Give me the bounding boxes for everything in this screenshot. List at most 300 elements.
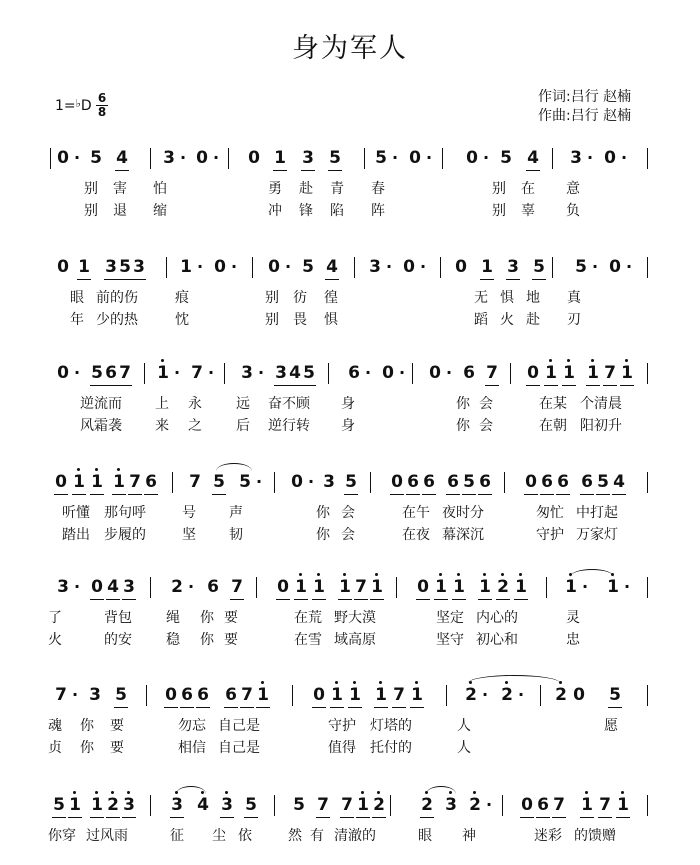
note	[524, 148, 542, 168]
lyric-verse-1: 在某	[539, 396, 567, 412]
note-digit: ·	[179, 148, 187, 167]
note-digit: 3	[123, 795, 135, 815]
lyric-verse-1: 匆忙	[536, 505, 564, 521]
duration-dot	[70, 148, 84, 168]
note-digit: 2	[469, 795, 481, 815]
eighth-underline	[520, 817, 534, 818]
eighth-underline	[544, 385, 558, 386]
barline	[647, 577, 648, 598]
note	[512, 577, 530, 597]
note-digit: ·	[586, 148, 594, 167]
note-digit: 2	[555, 685, 567, 705]
note-digit: 0	[403, 257, 415, 277]
eighth-underline	[112, 494, 126, 495]
high-octave-dot	[625, 359, 628, 362]
note-digit: ·	[255, 472, 263, 491]
lyric-verse-2: 贞	[48, 740, 62, 756]
lyric-verse-1: 灯塔的	[370, 718, 412, 734]
note	[70, 472, 88, 492]
note-digit: 3	[275, 363, 287, 383]
note-digit: 7	[189, 472, 201, 492]
eighth-underline	[370, 599, 384, 600]
time-signature	[95, 92, 109, 119]
barline	[510, 363, 511, 384]
eighth-underline	[524, 494, 538, 495]
lyric-verse-2: 少的热	[96, 312, 138, 328]
eighth-underline	[354, 599, 368, 600]
note-digit: 7	[191, 363, 203, 383]
note	[578, 795, 596, 815]
eighth-underline	[344, 494, 358, 495]
note	[254, 685, 272, 705]
note-digit: 0	[455, 257, 467, 277]
note	[218, 795, 236, 815]
lyric-verse-1: 意	[566, 181, 580, 197]
note-digit: ·	[187, 577, 195, 596]
note-digit: 5	[597, 472, 609, 492]
eighth-underline	[374, 707, 388, 708]
note-digit: 0	[525, 472, 537, 492]
lyric-verse-1: 上	[155, 396, 169, 412]
note-digit: 3	[323, 472, 335, 492]
note-digit: 1	[563, 363, 575, 383]
note-digit: 0	[196, 148, 208, 168]
note-digit: 1	[411, 685, 423, 705]
lyric-verse-1: 神	[462, 828, 476, 844]
note-digit: 1	[113, 472, 125, 492]
lyric-verse-1: 背包	[104, 610, 132, 626]
eighth-underline	[478, 599, 492, 600]
note	[452, 257, 470, 277]
slur-arc	[426, 786, 456, 794]
note-digit: ·	[391, 148, 399, 167]
note	[414, 577, 432, 597]
lyric-verse-2: 阵	[371, 203, 385, 219]
eighth-underline	[90, 385, 104, 386]
note-digit: 0	[57, 257, 69, 277]
barline	[172, 472, 173, 493]
note-digit: 3	[570, 148, 582, 168]
eighth-underline	[54, 494, 68, 495]
lyric-verse-2: 赴	[526, 312, 540, 328]
duration-dot	[176, 148, 190, 168]
note-digit: ·	[419, 257, 427, 276]
note-digit: 1	[621, 363, 633, 383]
note-digit: 5	[575, 257, 587, 277]
eighth-underline	[446, 494, 460, 495]
lyric-verse-1: 你	[200, 610, 214, 626]
lyric-verse-1: 远	[236, 396, 250, 412]
note-digit: 5	[533, 257, 545, 277]
note	[550, 795, 568, 815]
note-digit: 0	[382, 363, 394, 383]
note	[87, 148, 105, 168]
lyric-verse-2: 惧	[324, 312, 338, 328]
eighth-underline	[115, 170, 129, 171]
note-digit: 3	[163, 148, 175, 168]
note	[596, 795, 614, 815]
composer-credit: 作曲:吕行 赵楠	[538, 108, 632, 124]
note	[552, 685, 570, 705]
lyric-verse-1: 逆流而	[80, 396, 122, 412]
lyric-verse-2: 火	[500, 312, 514, 328]
note	[408, 685, 426, 705]
note-digit: 3	[133, 257, 145, 277]
lyric-verse-2: 来	[155, 418, 169, 434]
note-digit: 3	[507, 257, 519, 277]
note-digit: 0	[268, 257, 280, 277]
note	[300, 363, 318, 383]
barline	[552, 257, 553, 278]
note	[476, 472, 494, 492]
note-digit: 5	[90, 148, 102, 168]
barline	[647, 472, 648, 493]
note	[54, 257, 72, 277]
eighth-underline	[104, 279, 118, 280]
eighth-underline	[294, 599, 308, 600]
high-octave-dot	[335, 681, 338, 684]
eighth-underline	[122, 599, 136, 600]
eighth-underline	[170, 817, 184, 818]
eighth-underline	[316, 817, 330, 818]
lyric-verse-2: 托付的	[370, 740, 412, 756]
eighth-underline	[330, 707, 344, 708]
lyric-verse-1: 要	[224, 610, 238, 626]
eighth-underline	[164, 707, 178, 708]
duration-dot	[70, 577, 84, 597]
barline	[274, 472, 275, 493]
lyric-verse-1: 灵	[566, 610, 580, 626]
lyric-verse-2: 初心和	[476, 632, 518, 648]
lyric-verse-2: 万家灯	[576, 527, 618, 543]
lyric-verse-1: 眼	[418, 828, 432, 844]
note-digit: 1	[479, 577, 491, 597]
duration-dot	[617, 148, 631, 168]
note-digit: ·	[625, 257, 633, 276]
high-octave-dot	[439, 573, 442, 576]
lyric-verse-1: 那句呼	[104, 505, 146, 521]
eighth-underline	[586, 385, 600, 386]
note	[326, 148, 344, 168]
note-digit: 1	[587, 363, 599, 383]
note-digit: 3	[57, 577, 69, 597]
lyric-verse-2: 踏出	[62, 527, 90, 543]
barline	[354, 257, 355, 278]
note	[113, 148, 131, 168]
note-digit: 2	[107, 795, 119, 815]
duration-dot	[416, 257, 430, 277]
note	[86, 685, 104, 705]
note-digit: 4	[527, 148, 539, 168]
note-digit: 5	[345, 472, 357, 492]
lyric-verse-2: 忱	[175, 312, 189, 328]
barline	[150, 795, 151, 816]
eighth-underline	[276, 599, 290, 600]
note-digit: 7	[604, 363, 616, 383]
note-digit: 7	[599, 795, 611, 815]
eighth-underline	[596, 494, 610, 495]
note-digit: ·	[517, 685, 525, 704]
high-octave-dot	[567, 359, 570, 362]
note	[584, 363, 602, 383]
note	[530, 257, 548, 277]
eighth-underline	[372, 817, 386, 818]
eighth-underline	[485, 385, 499, 386]
note-digit: 0	[521, 795, 533, 815]
eighth-underline	[122, 817, 136, 818]
lyric-verse-2: 负	[566, 203, 580, 219]
lyric-verse-2: 刃	[567, 312, 581, 328]
eighth-underline	[452, 599, 466, 600]
lyric-verse-1: 愿	[604, 718, 618, 734]
note-digit: 0	[57, 363, 69, 383]
eighth-underline	[106, 599, 120, 600]
note-digit: ·	[230, 257, 238, 276]
note-digit: 0	[409, 148, 421, 168]
note-digit: 0	[313, 685, 325, 705]
note-digit: 0	[277, 577, 289, 597]
flat-symbol: ♭	[75, 97, 81, 110]
lyric-verse-1: 要	[110, 718, 124, 734]
lyric-verse-1: 坚定	[436, 610, 464, 626]
lyric-verse-1: 地	[526, 290, 540, 306]
barline	[292, 685, 293, 706]
high-octave-dot	[379, 681, 382, 684]
note-digit: 1	[435, 577, 447, 597]
barline	[166, 257, 167, 278]
note-digit: 2	[497, 577, 509, 597]
lyric-verse-1: 中打起	[576, 505, 618, 521]
note	[476, 577, 494, 597]
note-digit: 1	[607, 577, 619, 597]
lyric-verse-2: 坚守	[436, 632, 464, 648]
eighth-underline	[72, 494, 86, 495]
note-digit: 2	[501, 685, 513, 705]
note	[554, 472, 572, 492]
barline	[252, 257, 253, 278]
eighth-underline	[562, 385, 576, 386]
lyric-verse-1: 声	[229, 505, 243, 521]
high-octave-dot	[501, 573, 504, 576]
note-digit: ·	[425, 148, 433, 167]
note	[168, 795, 186, 815]
lyric-verse-2: 缩	[153, 203, 167, 219]
lyric-verse-2: 自己是	[218, 740, 260, 756]
note-digit: 1	[481, 257, 493, 277]
note	[66, 795, 84, 815]
lyric-verse-2: 别	[84, 203, 98, 219]
lyric-verse-1: 你	[80, 718, 94, 734]
high-octave-dot	[343, 573, 346, 576]
note	[390, 685, 408, 705]
eighth-underline	[68, 817, 82, 818]
eighth-underline	[526, 170, 540, 171]
lyric-verse-1: 别	[492, 181, 506, 197]
eighth-underline	[478, 494, 492, 495]
note-digit: 5	[91, 363, 103, 383]
lyric-verse-2: 在雪	[294, 632, 322, 648]
note-digit: 5	[329, 148, 341, 168]
note-digit: 6	[105, 363, 117, 383]
lyric-verse-1: 真	[567, 290, 581, 306]
note-digit: 7	[393, 685, 405, 705]
note	[342, 472, 360, 492]
note-digit: 0	[248, 148, 260, 168]
note-digit: ·	[591, 257, 599, 276]
note-digit: 0	[609, 257, 621, 277]
note	[432, 577, 450, 597]
barline	[546, 577, 547, 598]
note-digit: 0	[573, 685, 585, 705]
lyric-verse-1: 身	[341, 396, 355, 412]
lyric-verse-2: 忠	[566, 632, 580, 648]
barline	[647, 795, 648, 816]
note-digit: 7	[119, 363, 131, 383]
note-digit: 6	[181, 685, 193, 705]
eighth-underline	[196, 707, 210, 708]
eighth-underline	[90, 599, 104, 600]
barline	[364, 148, 365, 169]
eighth-underline	[302, 385, 316, 386]
lyric-verse-1: 听懂	[62, 505, 90, 521]
note	[418, 795, 436, 815]
note-digit: ·	[73, 363, 81, 382]
barline	[647, 363, 648, 384]
note-digit: 5	[375, 148, 387, 168]
note-digit: ·	[445, 363, 453, 382]
lyric-verse-1: 在荒	[294, 610, 322, 626]
lyric-verse-2: 退	[113, 203, 127, 219]
eighth-underline	[106, 817, 120, 818]
note	[242, 795, 260, 815]
lyric-verse-2: 之	[188, 418, 202, 434]
note-digit: 3	[221, 795, 233, 815]
note-digit: 5	[119, 257, 131, 277]
lyric-verse-1: 号	[182, 505, 196, 521]
note-digit: 1	[180, 257, 192, 277]
note-digit: 5	[463, 472, 475, 492]
note-digit: 0	[604, 148, 616, 168]
note	[483, 363, 501, 383]
lyric-verse-1: 的馈赠	[574, 828, 616, 844]
note	[478, 257, 496, 277]
eighth-underline	[390, 494, 404, 495]
duration-dot	[304, 472, 318, 492]
eighth-underline	[132, 279, 146, 280]
lyric-verse-1: 别	[84, 181, 98, 197]
duration-dot	[170, 363, 184, 383]
high-octave-dot	[375, 573, 378, 576]
eighth-underline	[526, 385, 540, 386]
duration-dot	[209, 148, 223, 168]
high-octave-dot	[73, 791, 76, 794]
note-digit: 1	[157, 363, 169, 383]
note-digit: 5	[53, 795, 65, 815]
note	[450, 577, 468, 597]
note-digit: ·	[364, 363, 372, 382]
duration-dot	[588, 257, 602, 277]
eighth-underline	[118, 279, 132, 280]
note-digit: 1	[581, 795, 593, 815]
note-digit: 5	[500, 148, 512, 168]
note	[142, 472, 160, 492]
eighth-underline	[144, 494, 158, 495]
lyric-verse-2: 你	[200, 632, 214, 648]
meter-top: 6	[97, 91, 107, 105]
note-digit: ·	[196, 257, 204, 276]
lyric-verse-1: 会	[341, 505, 355, 521]
high-octave-dot	[299, 573, 302, 576]
lyric-verse-2: 年	[70, 312, 84, 328]
note-digit: ·	[581, 577, 589, 596]
eighth-underline	[180, 707, 194, 708]
note-digit: 6	[541, 472, 553, 492]
lyric-verse-1: 会	[479, 396, 493, 412]
lyric-verse-1: 内心的	[476, 610, 518, 626]
high-octave-dot	[95, 791, 98, 794]
barline	[442, 148, 443, 169]
note	[310, 577, 328, 597]
eighth-underline	[392, 707, 406, 708]
eighth-underline	[212, 494, 226, 495]
note-digit: ·	[481, 685, 489, 704]
note	[504, 257, 522, 277]
note	[323, 257, 341, 277]
note-digit: 3	[171, 795, 183, 815]
high-octave-dot	[519, 573, 522, 576]
lyric-verse-2: 畏	[293, 312, 307, 328]
eighth-underline	[608, 707, 622, 708]
note-digit: 2	[465, 685, 477, 705]
note-digit: ·	[623, 577, 631, 596]
duration-dot	[479, 148, 493, 168]
lyric-verse-1: 魂	[48, 718, 62, 734]
note	[372, 685, 390, 705]
note-digit: 7	[341, 795, 353, 815]
note-digit: 5	[239, 472, 251, 492]
eighth-underline	[420, 817, 434, 818]
note-digit: 0	[527, 363, 539, 383]
duration-dot	[281, 257, 295, 277]
note	[570, 685, 588, 705]
note-digit: 1	[371, 577, 383, 597]
lyric-verse-1: 春	[371, 181, 385, 197]
lyric-verse-2: 你	[80, 740, 94, 756]
note-digit: 7	[241, 685, 253, 705]
duration-dot	[478, 685, 492, 705]
eighth-underline	[220, 817, 234, 818]
note-digit: 1	[73, 472, 85, 492]
note-digit: 1	[69, 795, 81, 815]
lyric-verse-1: 个清晨	[580, 396, 622, 412]
slur-arc	[176, 786, 206, 794]
lyric-verse-1: 彷	[293, 290, 307, 306]
note-digit: 0	[466, 148, 478, 168]
lyric-verse-1: 徨	[324, 290, 338, 306]
note-digit: 7	[486, 363, 498, 383]
note-digit: ·	[73, 148, 81, 167]
barline	[440, 257, 441, 278]
eighth-underline	[328, 170, 342, 171]
lyric-verse-2: 火	[48, 632, 62, 648]
lyric-verse-1: 青	[330, 181, 344, 197]
note-digit: 0	[391, 472, 403, 492]
lyric-verse-1: 害	[113, 181, 127, 197]
eighth-underline	[406, 494, 420, 495]
note-digit: ·	[173, 363, 181, 382]
note-digit: 4	[613, 472, 625, 492]
lyric-verse-2: 坚	[182, 527, 196, 543]
